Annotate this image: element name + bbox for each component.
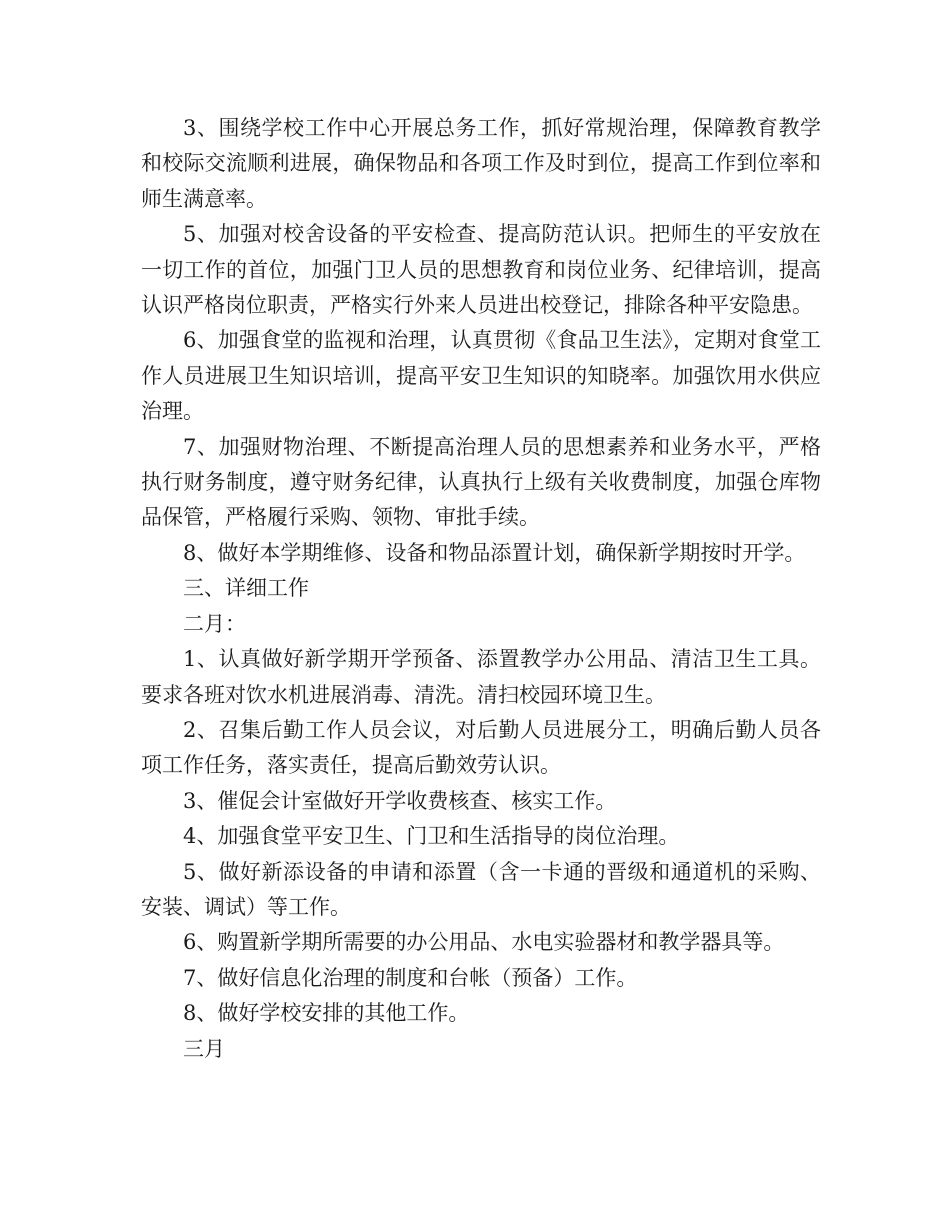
february-item-5: 5、做好新添设备的申请和添置（含一卡通的晋级和通道机的采购、安装、调试）等工作。 bbox=[141, 859, 821, 919]
paragraph-item-8-maintenance: 8、做好本学期维修、设备和物品添置计划，确保新学期按时开学。 bbox=[183, 540, 806, 565]
february-item-2: 2、召集后勤工作人员会议，对后勤人员进展分工，明确后勤人员各项工作任务，落实责任，提高后勤效劳认识。 bbox=[141, 717, 821, 778]
paragraph-item-3-general-affairs: 3、围绕学校工作中心开展总务工作，抓好常规治理，保障教育教学和校际交流顺利进展，确保物品和各项工作及时到位，提高工作到位率和师生满意率。 bbox=[141, 116, 821, 211]
february-item-6: 6、购置新学期所需要的办公用品、水电实验器材和教学器具等。 bbox=[183, 930, 785, 955]
february-item-4: 4、加强食堂平安卫生、门卫和生活指导的岗位治理。 bbox=[183, 824, 680, 849]
february-item-7: 7、做好信息化治理的制度和台帐（预备）工作。 bbox=[183, 965, 638, 990]
paragraph-item-6-canteen: 6、加强食堂的监视和治理，认真贯彻《食品卫生法》，定期对食堂工作人员进展卫生知识培训，提高平安卫生知识的知晓率。加强饮用水供应治理。 bbox=[141, 328, 821, 424]
document-body bbox=[141, 111, 821, 1067]
paragraph-item-5-safety: 5、加强对校舍设备的平安检查、提高防范认识。把师生的平安放在一切工作的首位，加强门卫人员的思想教育和岗位业务、纪律培训，提高认识严格岗位职责，严格实行外来人员进出校登记，排除各种平安隐患。 bbox=[141, 222, 821, 318]
paragraph-item-7-finance: 7、加强财物治理、不断提高治理人员的思想素养和业务水平，严格执行财务制度，遵守财务纪律，认真执行上级有关收费制度，加强仓库物品保管，严格履行采购、领物、审批手续。 bbox=[141, 434, 821, 530]
month-heading-february: 二月： bbox=[183, 611, 246, 636]
february-item-3: 3、催促会计室做好开学收费核查、核实工作。 bbox=[183, 788, 617, 813]
month-heading-march: 三月 bbox=[183, 1036, 225, 1061]
february-item-8: 8、做好学校安排的其他工作。 bbox=[183, 1001, 470, 1026]
february-item-1: 1、认真做好新学期开学预备、添置教学办公用品、清洁卫生工具。要求各班对饮水机进展消毒、清洗。清扫校园环境卫生。 bbox=[141, 647, 821, 707]
section-heading-detailed-work: 三、详细工作 bbox=[183, 576, 309, 601]
